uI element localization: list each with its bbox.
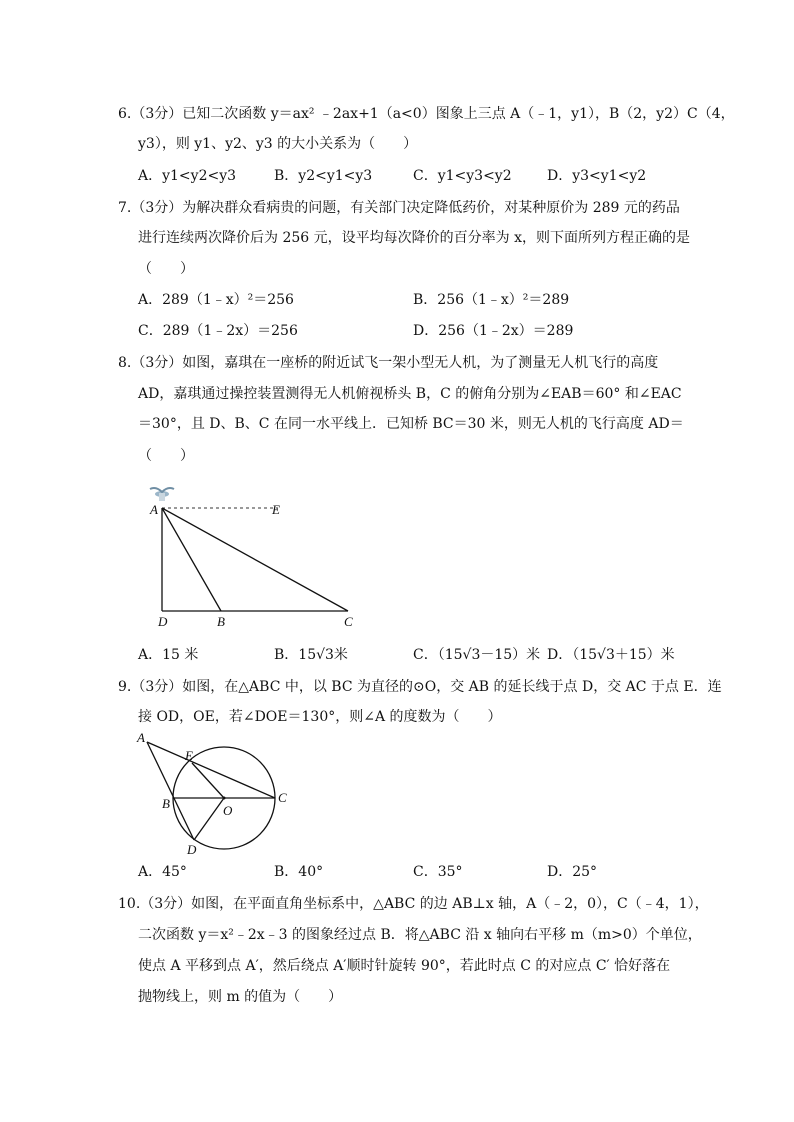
q6-option-a: A．y1<y2<y3 [138, 168, 237, 184]
q6-option-d: D．y3<y1<y2 [547, 168, 647, 184]
label-c: C [344, 614, 353, 629]
line-ac [147, 742, 275, 798]
label-d: D [158, 614, 168, 629]
drone-icon [150, 488, 174, 501]
q6-line2: y3），则 y1、y2、y3 的大小关系为（ ） [138, 136, 418, 152]
label-e: E [185, 748, 193, 763]
center-point [223, 797, 226, 800]
q7-option-b: B．256（1﹣x）²＝289 [413, 292, 570, 308]
q8-option-d: D．（15√3＋15）米 [547, 647, 675, 663]
label-a: A [150, 502, 158, 517]
line-ac [162, 508, 348, 611]
label-b: B [217, 614, 225, 629]
q9-figure [135, 728, 295, 856]
label-o: O [223, 803, 233, 818]
line-ab [162, 508, 221, 611]
q7-option-a: A．289（1﹣x）²＝256 [138, 292, 294, 308]
q7-line3: （ ） [138, 261, 194, 277]
q9-line2: 接 OD，OE，若∠DOE＝130°，则∠A 的度数为（ ） [138, 709, 502, 725]
line-od [194, 798, 224, 840]
q9-option-d: D．25° [547, 864, 598, 880]
q7-option-d: D．256（1﹣2x）＝289 [413, 323, 574, 339]
q10-line4: 抛物线上，则 m 的值为（ ） [138, 989, 343, 1005]
q6-option-c: C．y1<y3<y2 [413, 168, 512, 184]
q9-option-c: C．35° [413, 864, 463, 880]
q6-option-b: B．y2<y1<y3 [274, 168, 373, 184]
label-e: E [272, 502, 280, 517]
q8-option-a: A．15 米 [138, 647, 199, 663]
q8-option-b: B．15√3米 [274, 647, 348, 663]
q8-line3: ＝30°，且 D、B、C 在同一水平线上．已知桥 BC＝30 米，则无人机的飞行高度 AD＝ [138, 416, 684, 432]
q9-option-a: A．45° [138, 864, 187, 880]
q8-figure [140, 480, 370, 630]
q9-option-b: B．40° [274, 864, 324, 880]
q8-line2: AD，嘉琪通过操控装置测得无人机俯视桥头 B，C 的俯角分别为∠EAB＝60° 和∠EAC [138, 386, 682, 402]
label-b: B [162, 796, 170, 811]
q6-line1: 6.（3分）已知二次函数 y＝ax² ﹣2ax+1（a<0）图象上三点 A（﹣1，y1），B（2，y2）C（4， [118, 106, 735, 122]
q10-line3: 使点 A 平移到点 A′，然后绕点 A′顺时针旋转 90°，若此时点 C 的对应点 C′ 恰好落在 [138, 958, 671, 974]
q10-line2: 二次函数 y＝x²﹣2x﹣3 的图象经过点 B．将△ABC 沿 x 轴向右平移 m（m>0）个单位， [138, 927, 702, 943]
q10-line1: 10.（3分）如图，在平面直角坐标系中，△ABC 的边 AB⊥x 轴，A（﹣2，0），C（﹣4，1）， [118, 896, 709, 912]
q8-option-c: C．（15√3－15）米 [413, 647, 541, 663]
label-d: D [187, 842, 197, 856]
q7-line1: 7.（3分）为解决群众看病贵的问题，有关部门决定降低药价，对某种原价为 289 元的药品 [118, 200, 680, 216]
q7-line2: 进行连续两次降价后为 256 元，设平均每次降价的百分率为 x，则下面所列方程正确的是 [138, 230, 690, 246]
q8-line4: （ ） [138, 448, 194, 464]
q9-line1: 9.（3分）如图，在△ABC 中，以 BC 为直径的⊙O，交 AB 的延长线于点 D，交 AC 于点 E．连 [118, 679, 722, 695]
q8-line1: 8.（3分）如图，嘉琪在一座桥的附近试飞一架小型无人机，为了测量无人机飞行的高度 [118, 355, 659, 371]
label-c: C [278, 790, 287, 805]
q7-option-c: C．289（1﹣2x）＝256 [138, 323, 298, 339]
label-a: A [137, 730, 145, 745]
